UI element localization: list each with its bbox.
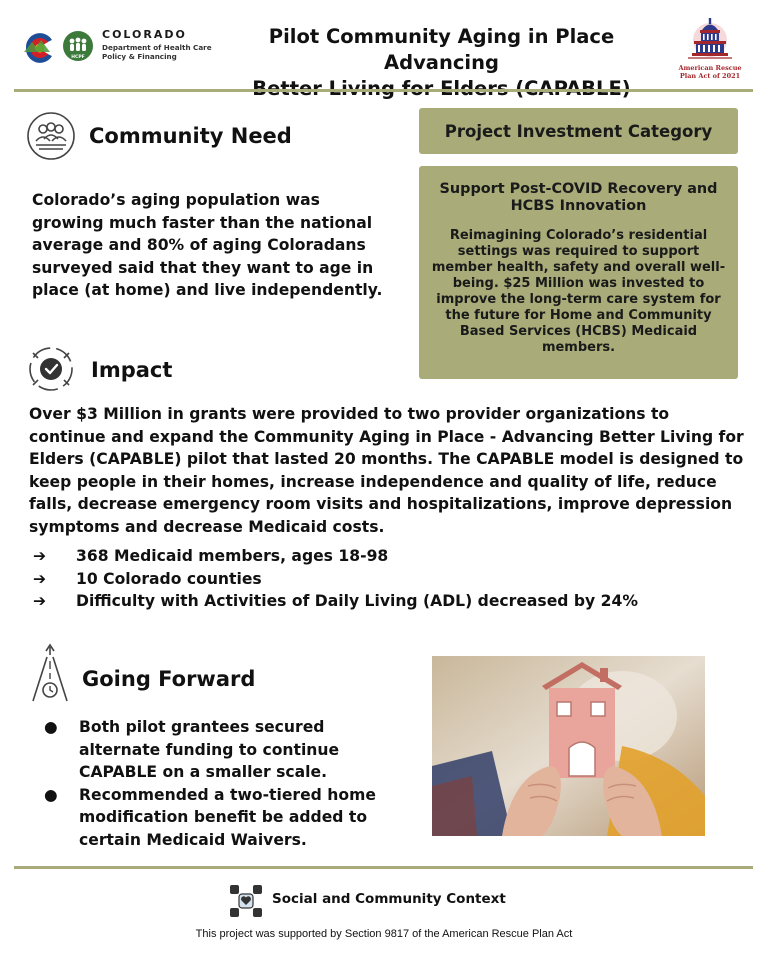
agency-department-line2: Policy & Financing bbox=[102, 52, 177, 61]
road-clock-icon bbox=[30, 643, 70, 703]
arp-logo bbox=[672, 14, 748, 84]
investment-category-heading: Project Investment Category bbox=[419, 108, 738, 154]
hands-heart-icon bbox=[229, 884, 263, 918]
people-group-icon bbox=[26, 111, 76, 161]
arrow-icon: ➔ bbox=[33, 547, 47, 565]
impact-highlight-text: 10 Colorado counties bbox=[76, 569, 262, 588]
capitol-dome-icon bbox=[672, 14, 748, 64]
going-forward-heading: Going Forward bbox=[82, 667, 256, 691]
bullet-icon: ● bbox=[44, 718, 58, 736]
arrow-icon: ➔ bbox=[33, 592, 47, 610]
hands-holding-house-photo bbox=[432, 656, 705, 836]
target-check-icon bbox=[27, 345, 75, 393]
investment-description: Reimagining Colorado’s residential settings was required to support member health, safety and overall well-being. $25 Million was invested to improve the long-term care system for the future for Home and Community Based Services (HCBS) Medicaid members. bbox=[431, 228, 726, 355]
arp-logo-line1: American Rescue bbox=[678, 64, 742, 72]
community-need-body: Colorado’s aging population was growing much faster than the national average and 80% of aging Coloradans surveyed said that they want to age in place (at home) and live independently. bbox=[32, 191, 383, 299]
house-in-hands-illustration bbox=[432, 656, 705, 836]
agency-state-name: COLORADO bbox=[102, 28, 187, 41]
agency-department-line1: Department of Health Care bbox=[102, 43, 212, 52]
going-forward-item-text: Recommended a two-tiered home modification benefit be added to certain Medicaid Waivers. bbox=[79, 785, 376, 849]
list-item bbox=[33, 545, 733, 568]
hcpf-abbrev: HCPF bbox=[71, 55, 85, 60]
going-forward-item-text: Both pilot grantees secured alternate funding to continue CAPABLE on a smaller scale. bbox=[79, 718, 340, 781]
investment-detail-box bbox=[419, 166, 738, 379]
arp-logo-text bbox=[672, 64, 748, 80]
list-item bbox=[42, 784, 387, 852]
footer-divider bbox=[14, 866, 753, 869]
list-item bbox=[33, 568, 733, 591]
list-item bbox=[33, 590, 733, 613]
arp-logo-line2: Plan Act of 2021 bbox=[679, 72, 741, 80]
agency-logo bbox=[22, 26, 222, 70]
footer-funding-note: This project was supported by Section 9817 of the American Rescue Plan Act bbox=[195, 928, 573, 940]
community-need-heading: Community Need bbox=[89, 124, 292, 148]
bullet-icon: ● bbox=[44, 785, 58, 804]
list-item bbox=[42, 716, 387, 784]
going-forward-list bbox=[42, 716, 387, 851]
footer-category-label: Social and Community Context bbox=[272, 891, 506, 907]
impact-heading: Impact bbox=[91, 358, 173, 382]
impact-highlight-text: 368 Medicaid members, ages 18-98 bbox=[76, 547, 389, 565]
header-divider bbox=[14, 89, 753, 92]
hcpf-seal-icon bbox=[62, 30, 94, 62]
investment-category-name: Support Post-COVID Recovery and HCBS Innovation bbox=[439, 181, 718, 214]
impact-highlight-text: Difficulty with Activities of Daily Living (ADL) decreased by 24% bbox=[76, 592, 638, 610]
page-title-line1: Pilot Community Aging in Place Advancing bbox=[268, 25, 615, 74]
agency-name bbox=[102, 28, 232, 61]
colorado-flag-icon bbox=[22, 30, 58, 66]
impact-body: Over $3 Million in grants were provided to two provider organizations to continue and expand the Community Aging in Place - Advancing Better Living for Elders (CAPABLE) pilot that lasted 20 months. The CAPABLE model is designed to keep people in their homes, increase independence and quality of life, reduce falls, decrease emergency room visits and hospitalizations, improve depression symptoms and decrease Medicaid costs. bbox=[29, 405, 744, 536]
arrow-icon: ➔ bbox=[33, 569, 47, 588]
impact-highlights bbox=[33, 545, 733, 613]
